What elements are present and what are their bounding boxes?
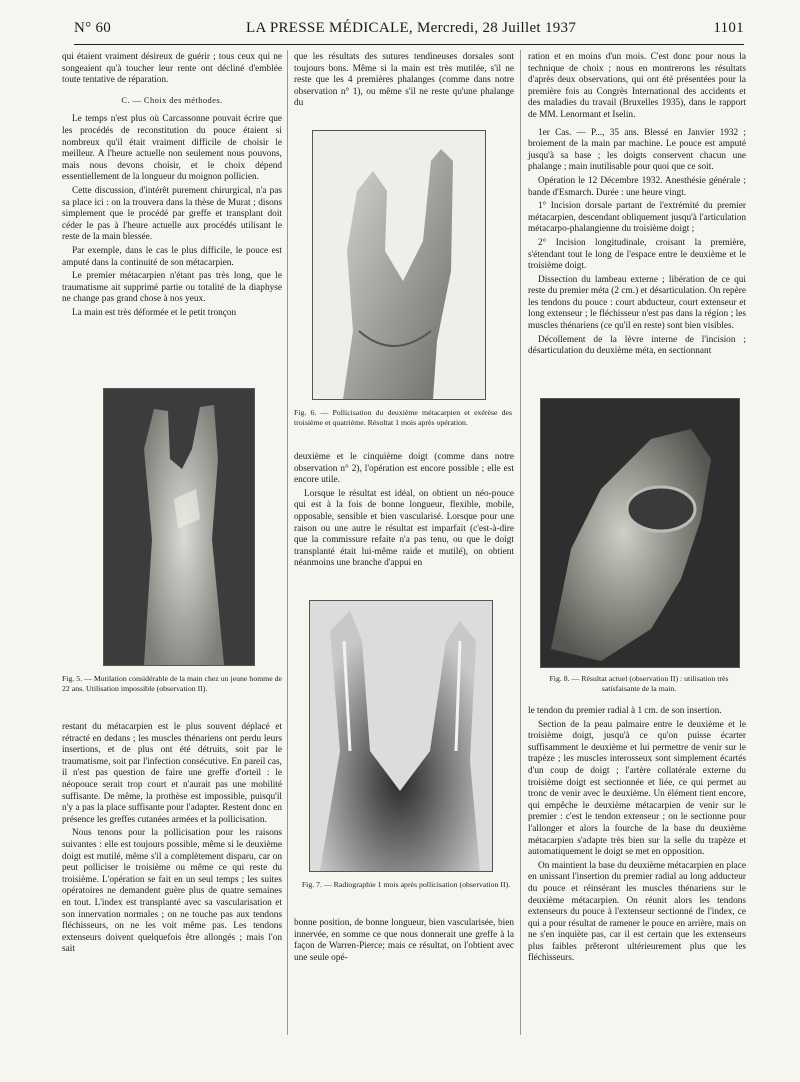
- page-number: 1101: [713, 20, 744, 36]
- column-rule: [520, 50, 521, 1035]
- column-rule: [287, 50, 288, 1035]
- figure-5-caption: Fig. 5. — Mutilation considérable de la main chez un jeune homme de 22 ans. Utilisation impossible (observation II).: [62, 674, 282, 693]
- figure-8-caption: Fig. 8. — Résultat actuel (observation II) : utilisation très satisfaisante de la main.: [549, 674, 729, 693]
- paragraph: Dissection du lambeau externe ; libération de ce qui reste du premier méta (2 cm.) et désarticulation. On repère les tendons du pouce : court abducteur, court extenseur et long extenseur ; le fléchisseur n'est pas dans la région ; les muscles thénariens (ce qu'il en reste) sont bien visibles.: [528, 274, 746, 332]
- section-heading: C. — Choix des méthodes.: [121, 94, 223, 105]
- paragraph: Le temps n'est plus où Carcassonne pouvait écrire que les procédés de reconstitution du pouce étaient si nombreux qu'il était vraiment difficile de choisir le meilleur. A l'heure actuelle non seulement nous pouvons, mais nous devons choisir, et le choix dépend essentiellement de la longueur du moignon pollicien.: [62, 114, 282, 183]
- paragraph: Par exemple, dans le cas le plus difficile, le pouce est amputé dans la continuité de son métacarpien.: [62, 245, 282, 268]
- paragraph: 1° Incision dorsale partant de l'extrémité du premier métacarpien, descendant obliquement jusqu'à l'articulation métacarpo-phalangienne du troisième doigt ;: [528, 201, 746, 235]
- paragraph: bonne position, de bonne longueur, bien vascularisée, bien innervée, en somme ce que nous donnerait une greffe à la façon de Warren-Pierce; mais ce résultat, on l'obtient avec une seule opé-: [294, 918, 514, 963]
- figure-6-photo: [312, 130, 486, 400]
- paragraph: deuxième et le cinquième doigt (comme dans notre observation n° 2), l'opération est encore possible ; elle est encore utile.: [294, 452, 514, 486]
- column-3-bottom: [528, 706, 746, 967]
- hand-photo-image: [313, 131, 485, 399]
- paragraph: que les résultats des sutures tendineuses dorsales sont toujours bons. Même si la main est très mutilée, s'il ne reste que les 4 premières phalanges (comme dans notre observation n° 1), ou même s'il ne reste qu'une phalange du: [294, 52, 514, 109]
- issue-number: N° 60: [74, 20, 112, 36]
- column-1-top: [62, 52, 282, 321]
- column-3-top: [528, 52, 746, 360]
- paragraph: qui étaient vraiment désireux de guérir ; tous ceux qui ne songeaient qu'à toucher leur rente ont décliné d'emblée toute tentative de réparation.: [62, 52, 282, 86]
- paragraph: 2° Incision longitudinale, croisant la première, s'étendant tout le long de l'espace entre le deuxième et le troisième doigt.: [528, 237, 746, 272]
- paragraph: 1er Cas. — P..., 35 ans. Blessé en Janvier 1932 ; broiement de la main par machine. Le pouce est amputé jusqu'à sa base ; les doigts conservent chacun une phalange ; main inutilisable pour quoi que ce soit.: [528, 127, 746, 173]
- paragraph: le tendon du premier radial à 1 cm. de son insertion.: [528, 706, 722, 716]
- paragraph: restant du métacarpien est le plus souvent déplacé et rétracté en dedans ; les muscles thénariens ont perdu leurs insertions, et de plus ont été détruits, soit par le traumatisme, soit par l'infection consécutive. En pareil cas, il n'est pas question de faire une greffe d'orteil : le néopouce serait trop court et n'aurait pas une mobilité suffisante. De même, la prothèse est impossible, puisqu'il n'y a pas la place suffisante pour l'adapter. Restent donc en présence les greffes cutanées armées et la pollicisation.: [62, 722, 282, 825]
- hand-photo-image: [541, 399, 739, 667]
- figure-5-photo: [103, 388, 255, 666]
- figure-8-photo: [540, 398, 740, 668]
- paragraph: Cette discussion, d'intérêt purement chirurgical, n'a pas sa place ici : on la trouvera dans la thèse de Murat ; disons simplement que le procédé par greffe et transplant doit céder le pas à l'heure actuelle aux procédés utilisant le reste de la main blessée.: [62, 185, 282, 243]
- column-1-bottom: [62, 722, 282, 958]
- paragraph: ration et en moins d'un mois. C'est donc pour nous la technique de choix ; nous en montrerons les résultats d'après deux observations, qui ont été présentées pour la première fois au Congrès International des accidents et des maladies du travail (Bruxelles 1935), dans le rapport de MM. Lenormant et Iselin.: [528, 52, 746, 120]
- column-2-middle: [294, 452, 514, 572]
- paragraph: Section de la peau palmaire entre le deuxième et le troisième doigt, jusqu'à ce qu'on puisse écarter suffisamment le deuxième et lui permettre de venir sur le trapèze ; les muscles interosseux sont simplement écartés d'un coup de doigt ; l'artère collatérale externe du troisième doigt est sectionnée et liée, ce qui permet au tronc de venir avec le deuxième. Un élément tient encore, qui empêche le deuxième métacarpien de venir sur le premier : c'est le tendon extenseur ; on le sectionne pour l'allonger et alors la fourche de la base du deuxième métacarpien s'adapte très bien sur la selle du trapèze et automatiquement le doigt se met en opposition.: [528, 719, 746, 858]
- paragraph: La main est très déformée et le petit tronçon: [72, 307, 237, 318]
- journal-title: LA PRESSE MÉDICALE, Mercredi, 28 Juillet 1937: [246, 20, 577, 36]
- paragraph: Décollement de la lèvre interne de l'incision ; désarticulation du deuxième méta, en sectionnant: [528, 334, 746, 357]
- xray-image: [310, 601, 492, 871]
- figure-7-caption: Fig. 7. — Radiographie 1 mois après pollicisation (observation II).: [301, 880, 511, 889]
- paragraph: Opération le 12 Décembre 1932. Anesthésie générale ; bande d'Esmarch. Durée : une heure vingt.: [528, 175, 746, 198]
- paragraph: On maintient la base du deuxième métacarpien en place en unissant l'insertion du premier radial au long adducteur du pouce et réinsérant les muscles thénariens sur le deuxième métacarpien. On réunit alors les tendons extenseurs du pouce à l'extenseur sectionné de l'index, ce qui a pour résultat de ramener le pouce en arrière, mais on ne s'en inquiète pas, car il est certain que les extenseurs plus faibles prêteront ultérieurement plus que les fléchisseurs.: [528, 860, 746, 964]
- column-2-bottom: [294, 918, 514, 966]
- figure-6-caption: Fig. 6. — Pollicisation du deuxième métacarpien et exérèse des troisième et quatrième. Résultat 1 mois après opération.: [294, 408, 512, 427]
- column-2-top: [294, 52, 514, 112]
- hand-photo-image: [104, 389, 254, 665]
- paragraph: Lorsque le résultat est idéal, on obtient un néo-pouce qui est à la fois de bonne longueur, flexible, mobile, opposable, sensible et bien vascularisé. Lorsque pour une raison ou une autre le résultat est imparfait (c'est-à-dire que la commissure refaite n'a pas tenu, ou que le doigt transplanté était lui-même raide et mutilé), on obtient néanmoins une branche d'appui en: [294, 488, 514, 569]
- page-header: [74, 16, 744, 45]
- paragraph: Nous tenons pour la pollicisation pour les raisons suivantes : elle est toujours possible, même si le deuxième doigt est mutilé, même s'il a complètement disparu, car on peut polliciser le troisième ou même ce qui reste du troisième. L'opération se fait en un seul temps ; les suites opératoires ne demandent guère plus de quatre semaines en tout. L'index est transplanté avec sa vascularisation et son innervation normales ; on ne touche pas aux tendons fléchisseurs, on ne les voit même pas. Les tendons extenseurs doivent quelquefois être allongés ; mais l'on sait: [62, 828, 282, 955]
- figure-7-radiograph: [309, 600, 493, 872]
- paragraph: Le premier métacarpien n'étant pas très long, que le traumatisme ait supprimé partie ou totalité de la diaphyse ne change pas grand chose à nos yeux.: [62, 271, 282, 305]
